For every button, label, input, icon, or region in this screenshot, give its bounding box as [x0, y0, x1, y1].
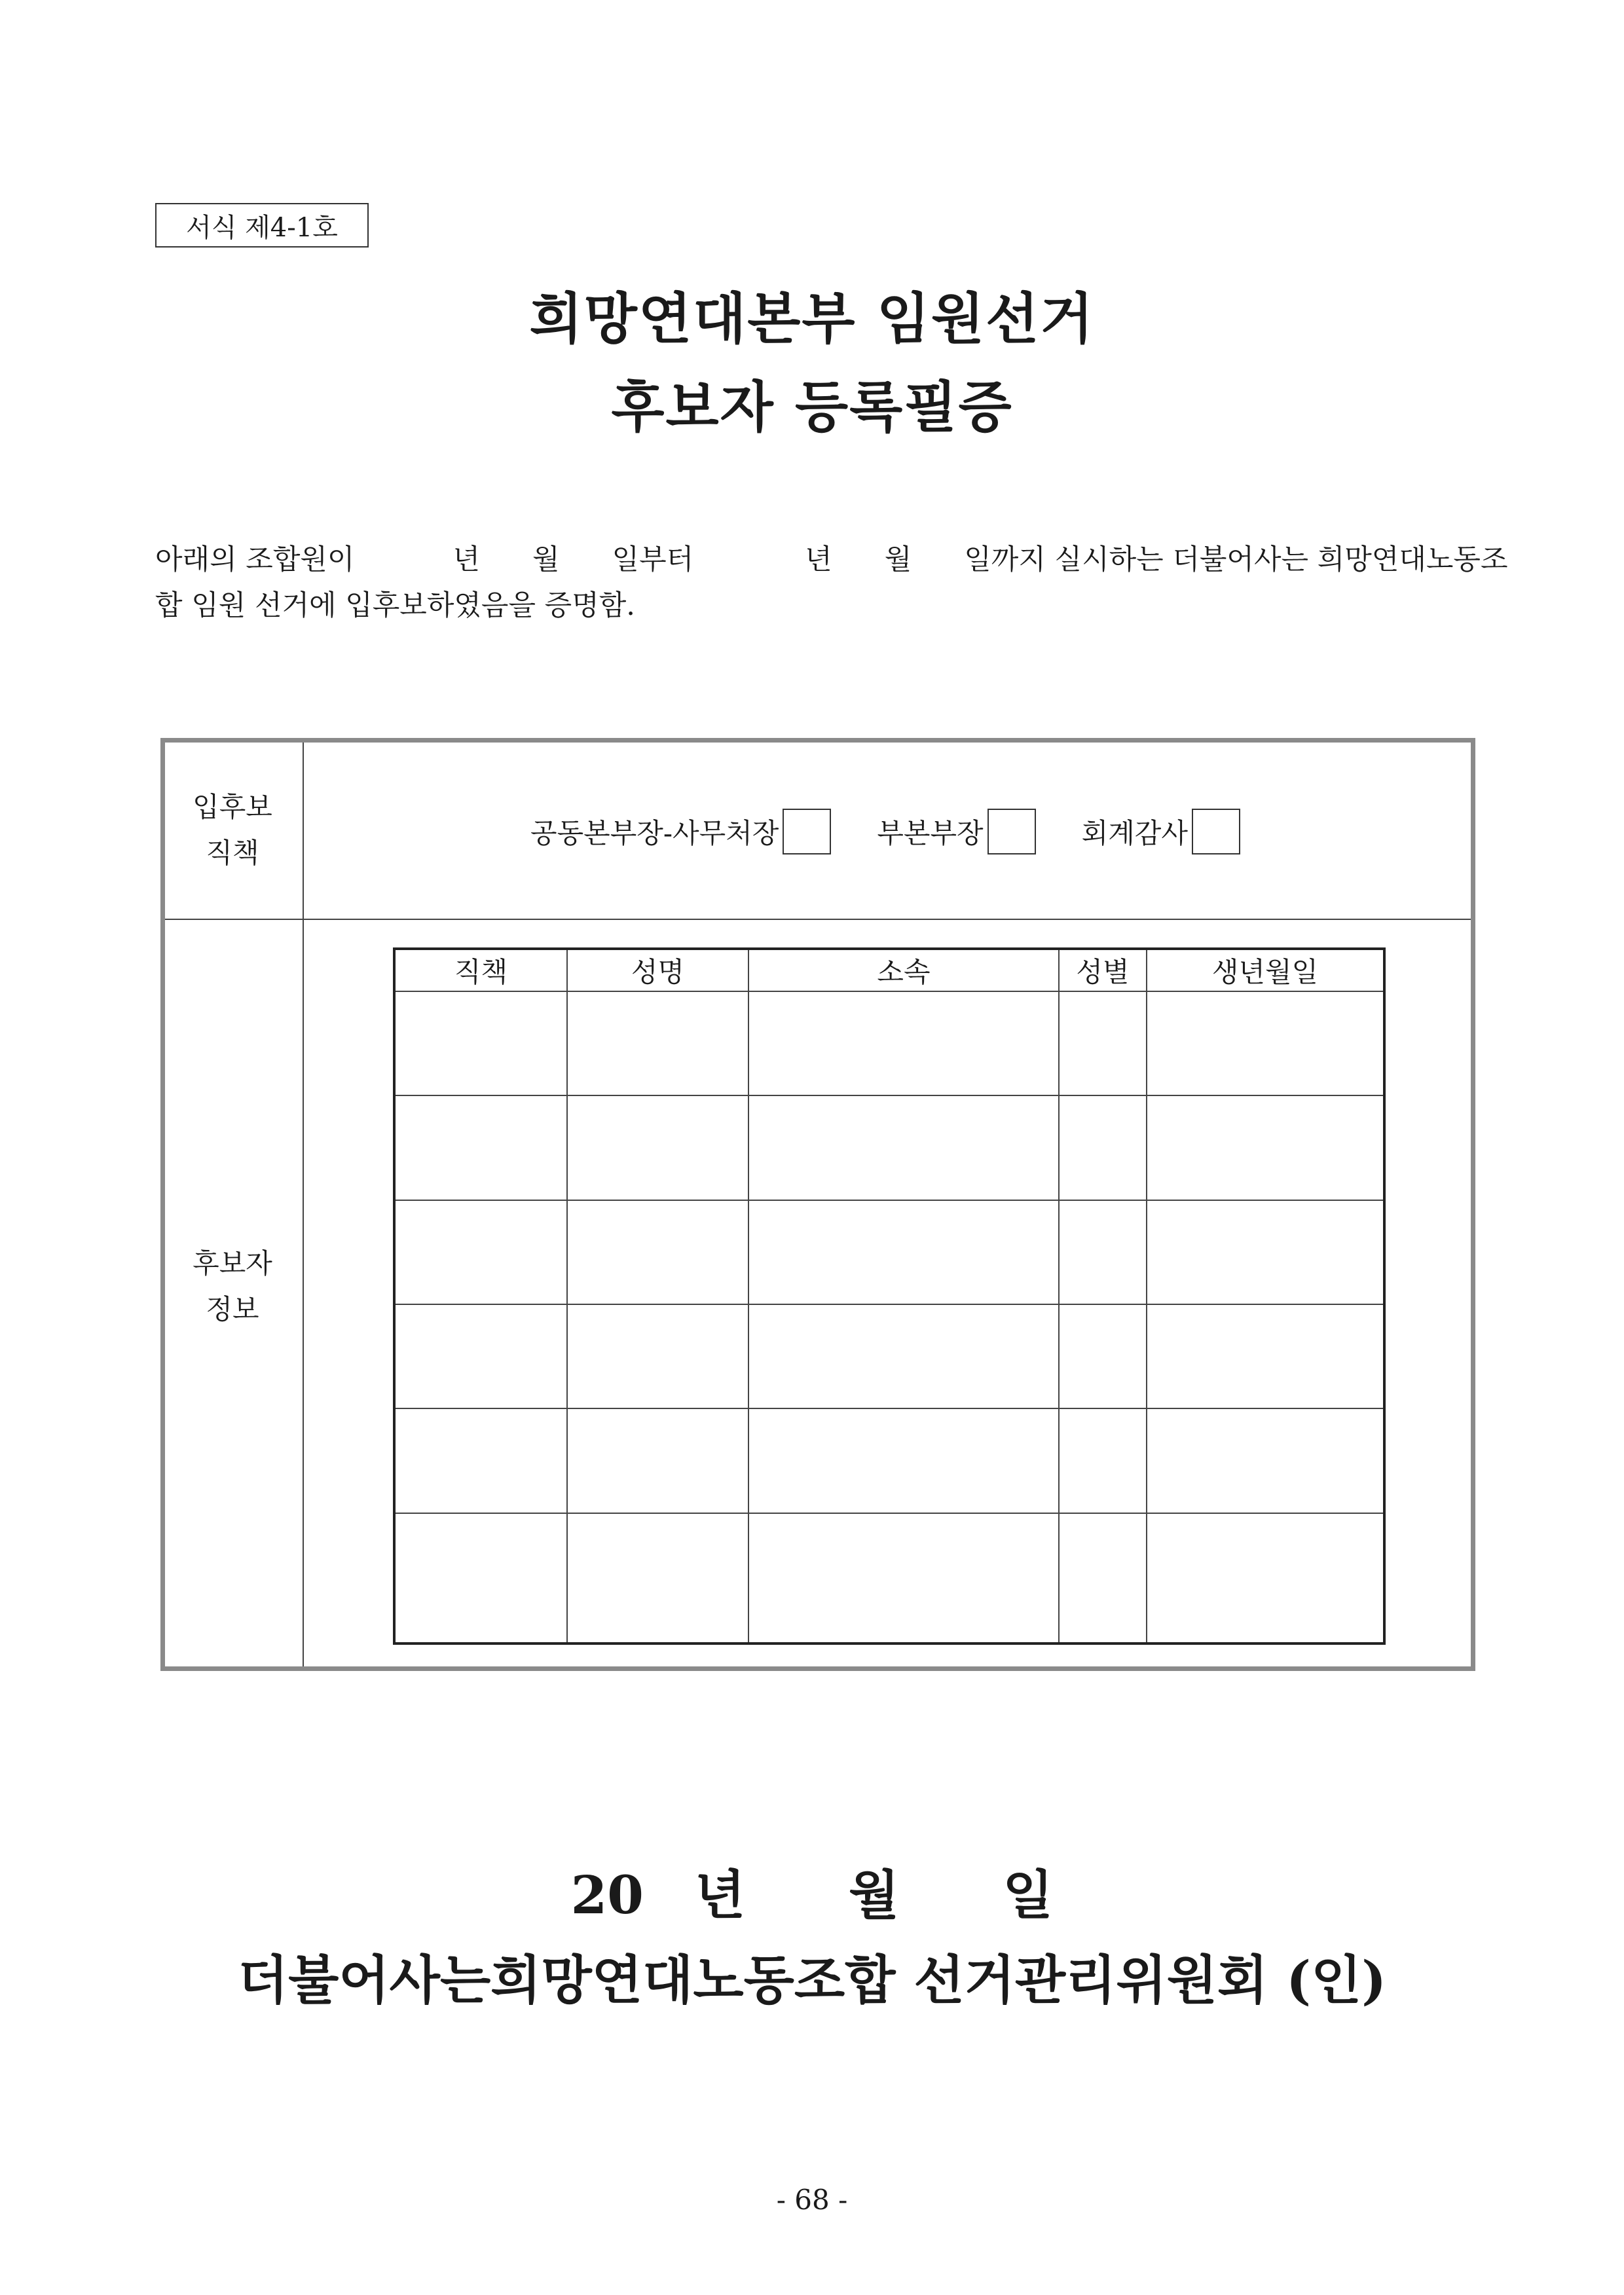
cell-birthdate[interactable] — [1147, 1304, 1384, 1408]
title-line-2: 후보자 등록필증 — [611, 375, 1013, 439]
cell-gender[interactable] — [1059, 991, 1147, 1095]
intro-line-2: 합 임원 선거에 입후보하였음을 증명함. — [155, 589, 635, 622]
column-header-affiliation: 소속 — [748, 949, 1059, 991]
cell-gender[interactable] — [1059, 1513, 1147, 1643]
issuing-organization: 더불어사는희망연대노동조합 선거관리위원회 (인) — [237, 1949, 1387, 2011]
form-number: 서식 제4-1호 — [186, 212, 338, 243]
date-month: 월 — [848, 1864, 900, 1926]
intro-month-2: 월 — [884, 543, 912, 576]
cell-name[interactable] — [567, 991, 748, 1095]
cell-birthdate[interactable] — [1147, 1200, 1384, 1304]
candidate-label-line-2: 정보 — [206, 1293, 259, 1325]
column-header-birthdate: 생년월일 — [1147, 949, 1384, 991]
table-row — [394, 1513, 1384, 1643]
cell-affiliation[interactable] — [748, 1304, 1059, 1408]
cell-name[interactable] — [567, 1095, 748, 1200]
cell-affiliation[interactable] — [748, 1513, 1059, 1643]
intro-line-1 — [155, 537, 1508, 583]
intro-year-1: 년 — [452, 543, 480, 576]
cell-gender[interactable] — [1059, 1408, 1147, 1513]
label-column-divider — [303, 743, 304, 1666]
intro-day-1: 일부터 — [612, 543, 694, 576]
cell-position[interactable] — [394, 1200, 567, 1304]
option-label: 공동본부장-사무처장 — [530, 817, 779, 849]
cell-affiliation[interactable] — [748, 1095, 1059, 1200]
position-label-line-1: 입후보 — [193, 791, 272, 823]
table-row — [394, 1200, 1384, 1304]
candidate-info-table — [393, 947, 1386, 1645]
form-number-box — [155, 203, 369, 248]
option-label: 회계감사 — [1081, 817, 1188, 849]
cell-position[interactable] — [394, 1513, 567, 1643]
cell-position[interactable] — [394, 1304, 567, 1408]
option-auditor[interactable] — [1082, 809, 1240, 854]
option-label: 부본부장 — [877, 817, 984, 849]
cell-name[interactable] — [567, 1408, 748, 1513]
table-row — [394, 1095, 1384, 1200]
date-prefix: 20 — [570, 1864, 644, 1926]
date-year: 년 — [694, 1864, 746, 1926]
cell-position[interactable] — [394, 1408, 567, 1513]
position-section-label — [160, 784, 304, 876]
candidate-label-line-1: 후보자 — [193, 1247, 272, 1279]
position-options — [530, 805, 1286, 858]
intro-year-2: 년 — [805, 543, 832, 576]
candidate-section-label — [160, 1241, 304, 1332]
cell-name[interactable] — [567, 1200, 748, 1304]
date-day: 일 — [1003, 1864, 1054, 1926]
intro-month-1: 월 — [532, 543, 560, 576]
table-header-row — [394, 949, 1384, 991]
cell-name[interactable] — [567, 1513, 748, 1643]
cell-birthdate[interactable] — [1147, 1095, 1384, 1200]
intro-paragraph — [155, 537, 1508, 629]
column-header-name: 성명 — [567, 949, 748, 991]
table-row — [394, 1408, 1384, 1513]
cell-birthdate[interactable] — [1147, 1408, 1384, 1513]
cell-birthdate[interactable] — [1147, 991, 1384, 1095]
cell-gender[interactable] — [1059, 1095, 1147, 1200]
cell-name[interactable] — [567, 1304, 748, 1408]
cell-gender[interactable] — [1059, 1200, 1147, 1304]
option-deputy-director[interactable] — [877, 809, 1035, 854]
title-line-1: 희망연대본부 임원선거 — [529, 286, 1095, 351]
checkbox-deputy-director[interactable] — [987, 809, 1036, 854]
option-co-director-secretary[interactable] — [530, 809, 831, 854]
intro-text-2: 일까지 실시하는 더불어사는 희망연대노동조 — [964, 543, 1508, 576]
column-header-position: 직책 — [394, 949, 567, 991]
table-row — [394, 1304, 1384, 1408]
table-row — [394, 991, 1384, 1095]
column-header-gender: 성별 — [1059, 949, 1147, 991]
cell-affiliation[interactable] — [748, 991, 1059, 1095]
cell-gender[interactable] — [1059, 1304, 1147, 1408]
cell-affiliation[interactable] — [748, 1408, 1059, 1513]
checkbox-co-director-secretary[interactable] — [783, 809, 831, 854]
cell-birthdate[interactable] — [1147, 1513, 1384, 1643]
page-number: - 68 - — [776, 2184, 848, 2216]
cell-affiliation[interactable] — [748, 1200, 1059, 1304]
cell-position[interactable] — [394, 991, 567, 1095]
checkbox-auditor[interactable] — [1192, 809, 1240, 854]
cell-position[interactable] — [394, 1095, 567, 1200]
section-divider — [165, 919, 1471, 920]
issue-date-line — [0, 1853, 1624, 1928]
position-label-line-2: 직책 — [206, 837, 259, 869]
intro-text-1: 아래의 조합원이 — [155, 543, 355, 576]
